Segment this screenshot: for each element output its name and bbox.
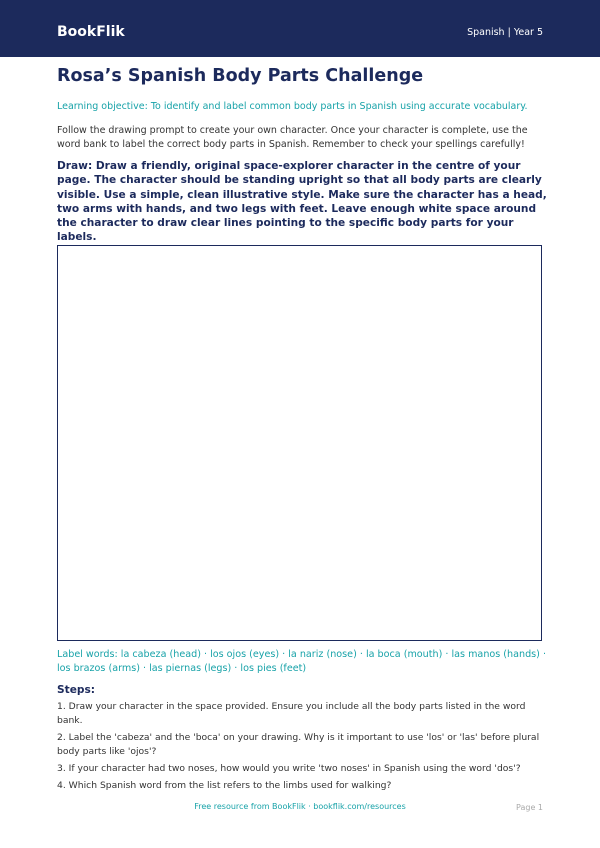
step-item: 3. If your character had two noses, how would you write 'two noses' in Spanish using the word 'dos'?	[57, 763, 521, 774]
step-item: 1. Draw your character in the space provided. Ensure you include all the body parts listed in the word bank.	[57, 701, 526, 726]
drawing-area[interactable]	[57, 245, 542, 641]
page-number: Page 1	[516, 803, 543, 812]
steps-list	[57, 700, 547, 796]
draw-prompt: Draw: Draw a friendly, original space-explorer character in the centre of your page. The character should be standing upright so that all body parts are clearly visible. Use a simple, clean illustrative style. Make sure the character has a head, two arms with hands, and two legs with feet. Leave enough white space around the character to draw clear lines pointing to the specific body parts for your labels.	[57, 160, 547, 244]
subject-year-label: Spanish | Year 5	[467, 27, 543, 38]
step-item: 4. Which Spanish word from the list refers to the limbs used for walking?	[57, 780, 392, 791]
page-header	[0, 0, 600, 57]
intro-text: Follow the drawing prompt to create your own character. Once your character is complete, use the word bank to label the correct body parts in Spanish. Remember to check your spellings carefully!	[57, 125, 528, 150]
learning-objective: Learning objective: To identify and label common body parts in Spanish using accurate vocabulary.	[57, 101, 528, 112]
brand-logo-text[interactable]: BookFlik	[57, 24, 125, 40]
footer-resource-link[interactable]: Free resource from BookFlik · bookflik.com/resources	[194, 802, 406, 811]
step-item: 2. Label the 'cabeza' and the 'boca' on your drawing. Why is it important to use 'los' or 'las' before plural body parts like 'ojos'?	[57, 732, 540, 757]
word-bank: Label words: la cabeza (head) · los ojos (eyes) · la nariz (nose) · la boca (mouth) · las manos (hands) · los brazos (arms) · las piernas (legs) · los pies (feet)	[57, 649, 547, 674]
worksheet-title: Rosa’s Spanish Body Parts Challenge	[57, 66, 424, 86]
steps-heading: Steps:	[57, 684, 96, 696]
